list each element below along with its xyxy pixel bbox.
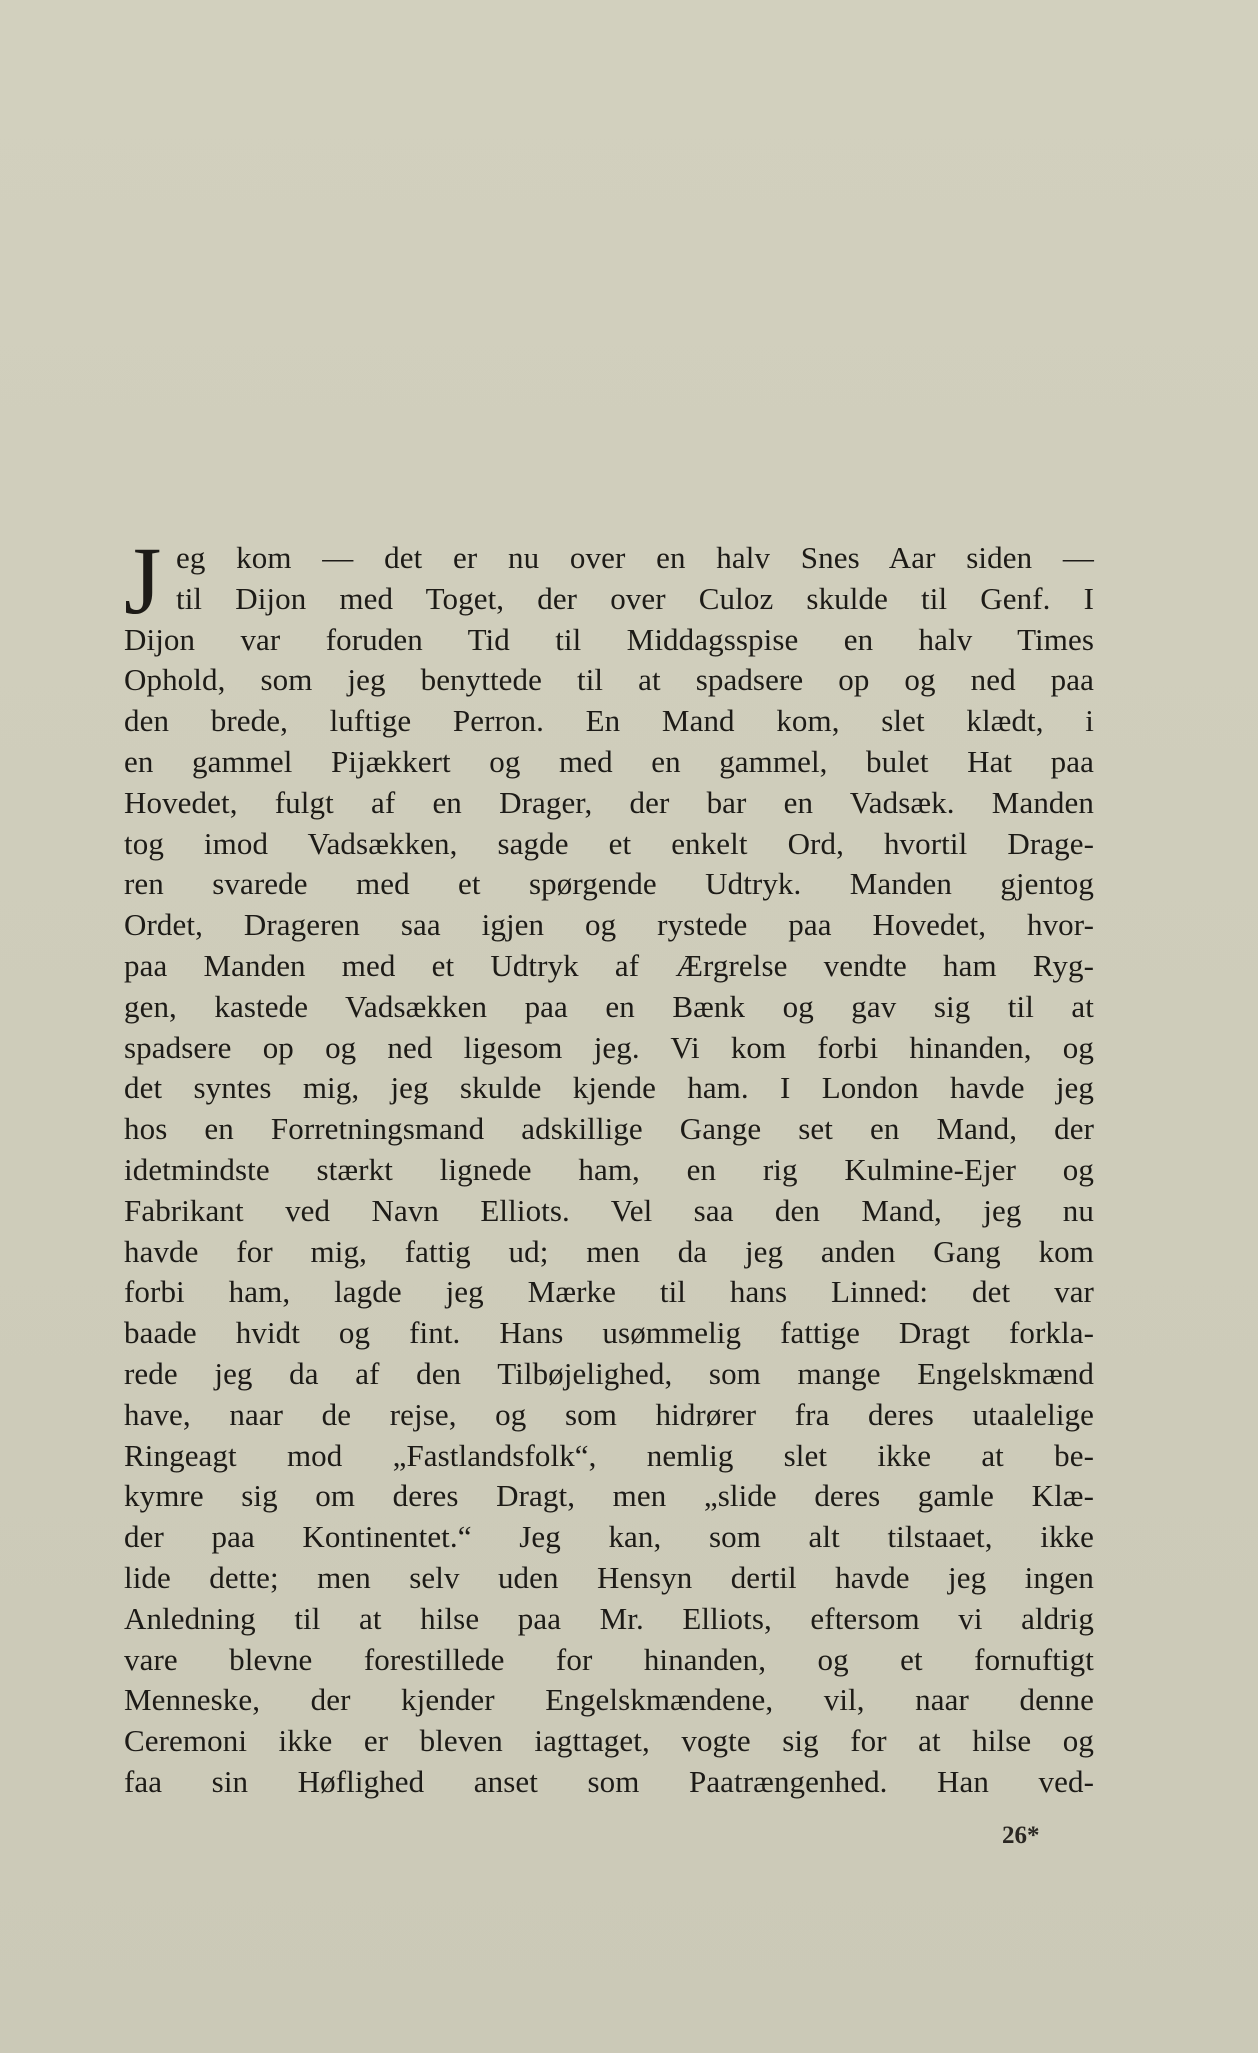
text-line: paa Manden med et Udtryk af Ærgrelse vendte ham Ryg- xyxy=(124,947,1094,983)
text-line: Hovedet, fulgt af en Drager, der bar en Vadsæk. Manden xyxy=(124,784,1094,820)
text-line: kymre sig om deres Dragt, men „slide deres gamle Klæ- xyxy=(124,1478,1094,1514)
text-line: baade hvidt og fint. Hans usømmelig fattige Dragt forkla- xyxy=(124,1315,1094,1351)
text-line: der paa Kontinentet.“ Jeg kan, som alt tilstaaet, ikke xyxy=(124,1519,1094,1555)
text-line: havde for mig, fattig ud; men da jeg anden Gang kom xyxy=(124,1233,1094,1269)
text-line: have, naar de rejse, og som hidrører fra deres utaalelige xyxy=(124,1396,1094,1432)
text-line: en gammel Pijækkert og med en gammel, bulet Hat paa xyxy=(124,743,1094,779)
text-line: forbi ham, lagde jeg Mærke til hans Linned: det var xyxy=(124,1274,1094,1310)
text-line: eg kom — det er nu over en halv Snes Aar siden — xyxy=(176,540,1094,575)
text-line: spadsere op og ned ligesom jeg. Vi kom forbi hinanden, og xyxy=(124,1029,1094,1065)
drop-cap: J xyxy=(124,527,162,634)
body-text xyxy=(124,527,1094,1803)
text-line: vare blevne forestillede for hinanden, og et fornuftigt xyxy=(124,1641,1094,1677)
text-line: Fabrikant ved Navn Elliots. Vel saa den Mand, jeg nu xyxy=(124,1192,1094,1228)
text-line: ren svarede med et spørgende Udtryk. Manden gjentog xyxy=(124,866,1094,902)
text-line: Dijon var foruden Tid til Middagsspise en halv Times xyxy=(124,621,1094,657)
text-line: Ringeagt mod „Fastlandsfolk“, nemlig slet ikke at be- xyxy=(124,1437,1094,1473)
text-line: rede jeg da af den Tilbøjelighed, som mange Engelskmænd xyxy=(124,1355,1094,1391)
text-line: Anledning til at hilse paa Mr. Elliots, eftersom vi aldrig xyxy=(124,1600,1094,1636)
text-line: Ophold, som jeg benyttede til at spadsere op og ned paa xyxy=(124,662,1094,698)
text-line: til Dijon med Toget, der over Culoz skulde til Genf. I xyxy=(176,580,1094,616)
page-number: 26* xyxy=(1002,1822,1040,1849)
text-line: gen, kastede Vadsækken paa en Bænk og gav sig til at xyxy=(124,988,1094,1024)
text-line: hos en Forretningsmand adskillige Gange set en Mand, der xyxy=(124,1111,1094,1147)
text-line: Ceremoni ikke er bleven iagttaget, vogte sig for at hilse og xyxy=(124,1723,1094,1759)
text-line: den brede, luftige Perron. En Mand kom, slet klædt, i xyxy=(124,703,1094,739)
text-line: det syntes mig, jeg skulde kjende ham. I London havde jeg xyxy=(124,1070,1094,1106)
text-line: Ordet, Drageren saa igjen og rystede paa Hovedet, hvor- xyxy=(124,907,1094,943)
text-line: Menneske, der kjender Engelskmændene, vil, naar denne xyxy=(124,1682,1094,1718)
text-line: faa sin Høflighed anset som Paatrængenhed. Han ved- xyxy=(124,1763,1094,1799)
text-line: tog imod Vadsækken, sagde et enkelt Ord, hvortil Drage- xyxy=(124,825,1094,861)
text-line: lide dette; men selv uden Hensyn dertil havde jeg ingen xyxy=(124,1559,1094,1595)
text-line: idetmindste stærkt lignede ham, en rig Kulmine-Ejer og xyxy=(124,1151,1094,1187)
